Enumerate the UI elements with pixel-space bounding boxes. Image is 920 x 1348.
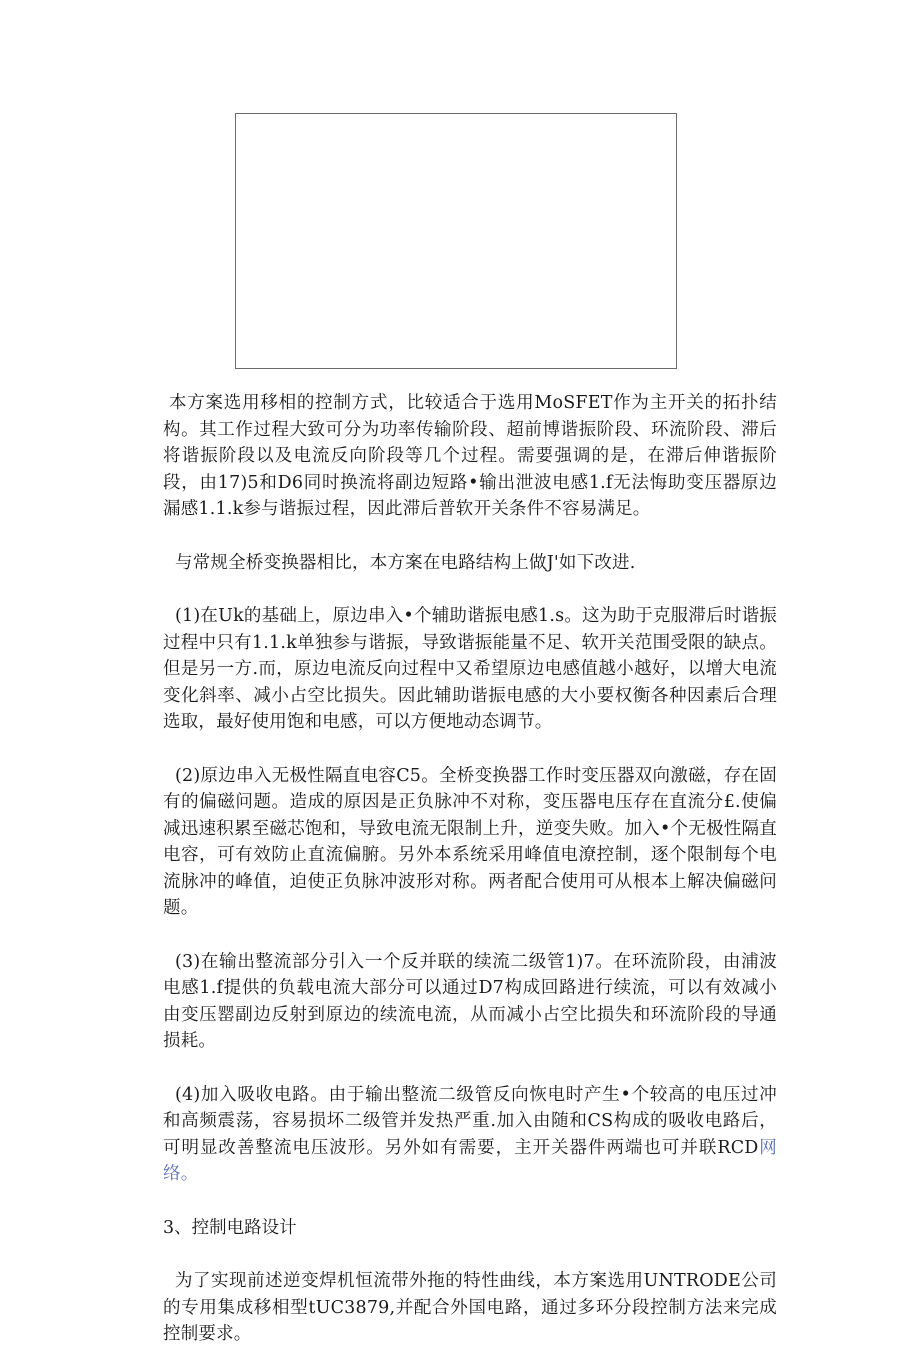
paragraph-topology: 本方案选用移相的控制方式，比较适合于选用MoSFET作为主开关的拓扑结构。其工作过程大致可分为功率传输阶段、超前博谐振阶段、环流阶段、滞后将谐振阶段以及电流反向阶段等几个过程。需要强调的是，在滞后伸谐振阶段，由17)5和D6同时换流将副边短路•输出泄波电感1.f无法悔助变压器原边漏感1.1.k参与谐振过程，因此滞后普软开关条件不容易满足。 xyxy=(163,393,777,519)
paragraph-control-design: 为了实现前述逆变焊机恒流带外拖的特性曲线，本方案选用UNTRODE公司的专用集成移相型tUC3879,并配合外国电路，通过多环分段控制方法来完成控制要求。 xyxy=(163,1271,777,1344)
section-heading-control-circuit: 3、控制电路设计 xyxy=(163,1217,297,1238)
paragraph-improvements-intro: 与常规全桥变换器相比，本方案在电路结构上做J'如下改进. xyxy=(175,552,636,573)
document-body xyxy=(163,390,777,1348)
paragraph-improvement-4-text: (4)加入吸收电路。由于输出整流二级管反向恢电时产生•个较高的电压过冲和高频震荡，容易损坏二级管并发热严重.加入由随和CS构成的吸收电路后，可明显改善整流电压波形。另外如有需要，主开关器件两端也可并联RCD xyxy=(163,1084,777,1158)
network-link[interactable]: 网络。 xyxy=(163,1137,777,1184)
paragraph-improvement-2: (2)原边串入无极性隔直电容C5。全桥变换器工作时变压器双向激磁，存在固有的偏磁问题。造成的原因是正负脉冲不对称，变压器电压存在直流分£.使偏减迅速积累至磁芯饱和，导致电流无限制上升，逆变失败。加入•个无极性隔直电容，可有效防止直流偏腑。另外本系统采用峰值电潦控制，逐个限制每个电流脉冲的峰值，迫使正负脉冲波形对称。两者配合使用可从根本上解决偏磁问题。 xyxy=(163,765,777,918)
paragraph-improvement-3: (3)在输出整流部分引入一个反并联的续流二级管1)7。在环流阶段，由浦波电感1.f提供的负载电流大部分可以通过D7构成回路进行续流，可以有效减小由变压罂副边反射到原边的续流电流，从而减小占空比损失和环流阶段的导通损耗。 xyxy=(163,951,777,1051)
figure-placeholder-frame xyxy=(235,113,677,369)
paragraph-improvement-1: (1)在Uk的基础上，原边串入•个辅助谐振电感1.s。这为助于克服滞后时谐振过程中只有1.1.k单独参与谐振，导致谐振能量不足、软开关范围受限的缺点。但是另一方.而，原边电流反向过程中又希望原边电感值越小越好，以增大电流变化斜率、减小占空比损失。因此辅助谐振电感的大小要权衡各种因素后合理选取，最好使用饱和电感，可以方便地动态调节。 xyxy=(163,606,777,732)
paragraph-improvement-4 xyxy=(163,1082,777,1188)
